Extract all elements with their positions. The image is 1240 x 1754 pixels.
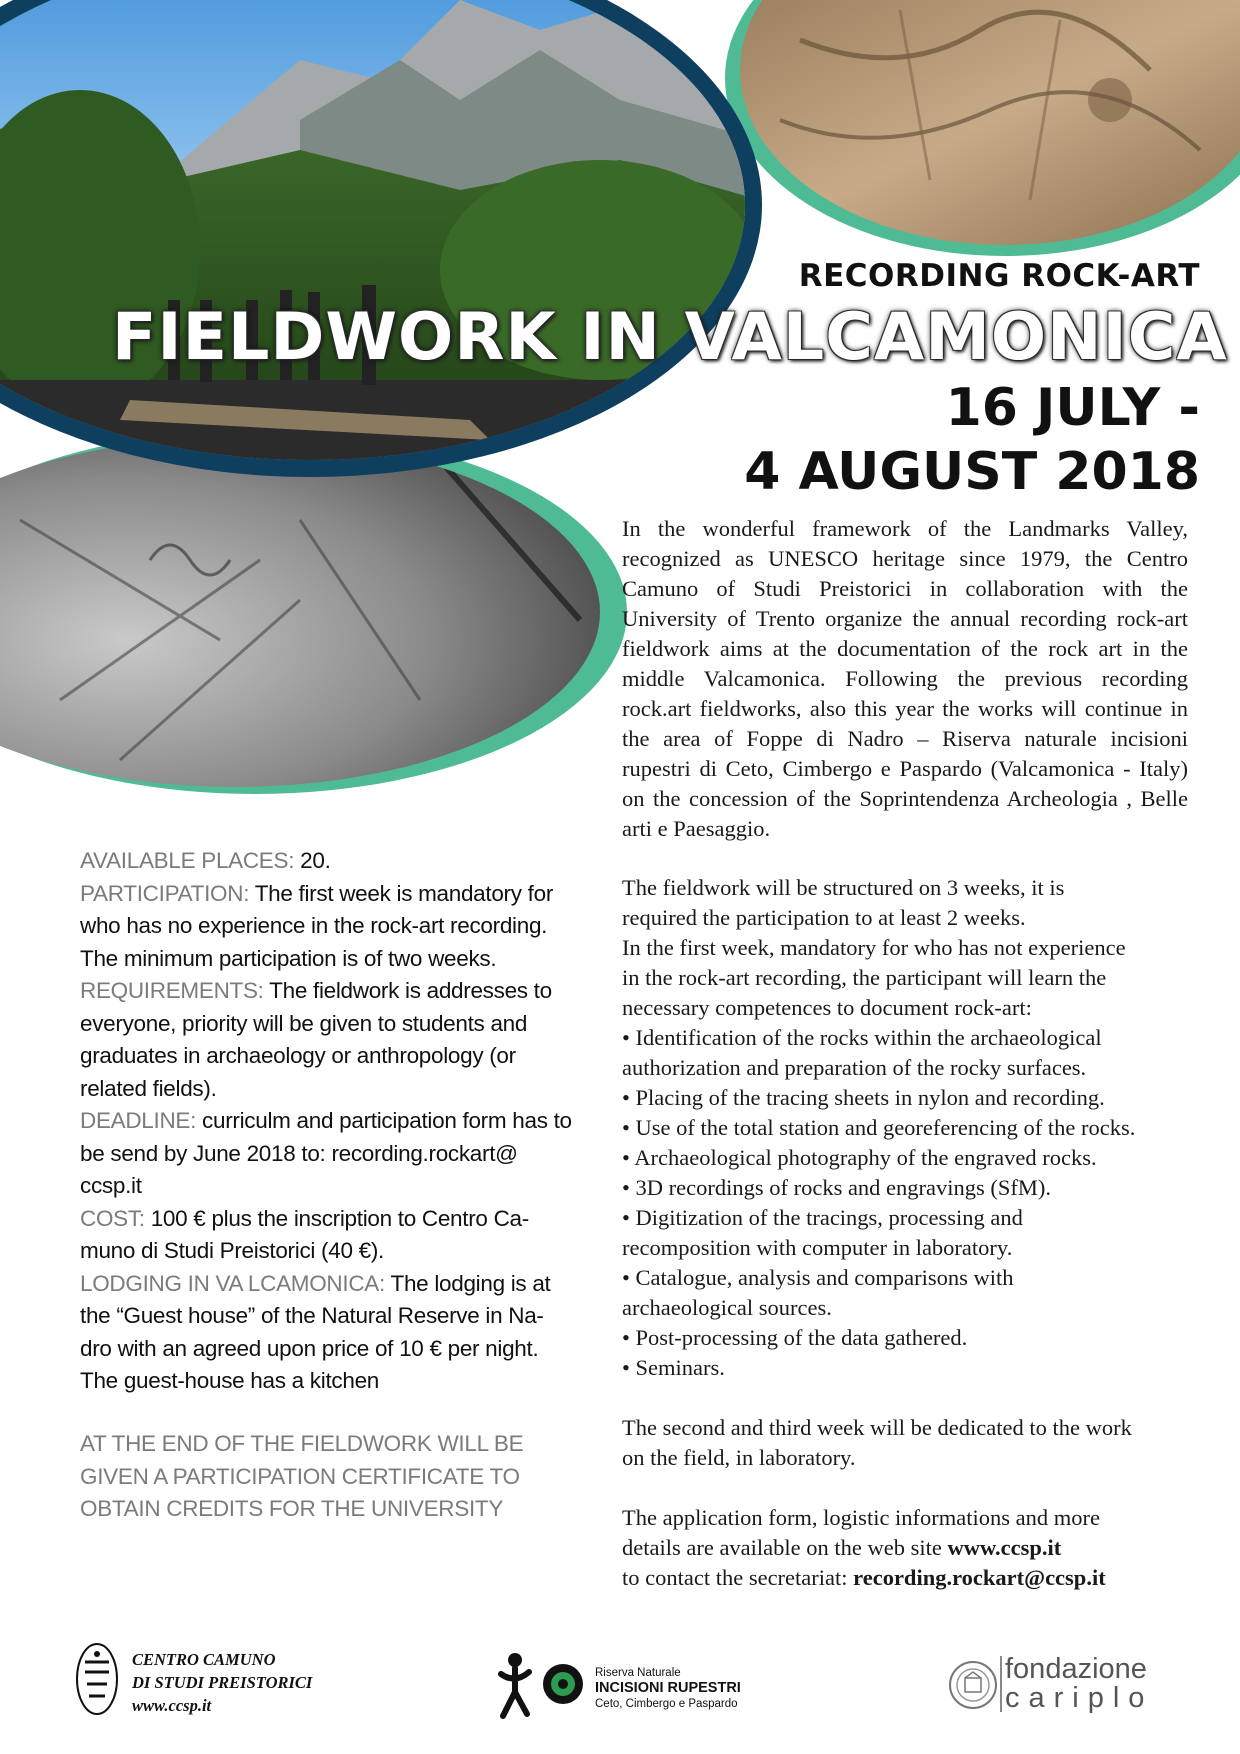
cost xyxy=(80,1203,575,1268)
event-subtitle: RECORDING ROCK-ART xyxy=(798,258,1200,294)
fieldwork-details xyxy=(80,845,575,1398)
bullet-line: recomposition with computer in laboratory. xyxy=(622,1235,1013,1260)
contact-line xyxy=(622,1563,1202,1593)
main-landscape-photo xyxy=(0,0,770,480)
contact-email-link[interactable]: recording.rockart@ccsp.it xyxy=(853,1565,1106,1590)
ccsp-url[interactable]: www.ccsp.it xyxy=(132,1696,212,1715)
date-line-2: 4 AUGUST 2018 xyxy=(744,442,1200,502)
bullet-line: • Digitization of the tracings, processing and xyxy=(622,1205,1023,1230)
detail-label: AVAILABLE PLACES: xyxy=(80,848,295,873)
ccsp-logo-text xyxy=(132,1648,312,1717)
website-link[interactable]: www.ccsp.it xyxy=(947,1535,1062,1560)
riserva-logo-text xyxy=(595,1666,741,1711)
bullet-line: • Catalogue, analysis and comparisons with xyxy=(622,1265,1014,1290)
riserva-line3: Ceto, Cimbergo e Paspardo xyxy=(595,1698,738,1710)
available-places xyxy=(80,845,575,878)
detail-value: 20. xyxy=(294,848,331,873)
cariplo-line2: cariplo xyxy=(1005,1682,1154,1714)
bullet-line: • Placing of the tracing sheets in nylon and recording. xyxy=(622,1085,1105,1110)
event-title: FIELDWORK IN VALCAMONICA xyxy=(112,300,1228,375)
riserva-line2: INCISIONI RUPESTRI xyxy=(595,1680,741,1696)
lodging xyxy=(80,1268,575,1398)
certificate-note: AT THE END OF THE FIELDWORK WILL BE GIVEN A PARTICIPATION CERTIFICATE TO OBTAIN CREDITS FOR THE UNIVERSITY xyxy=(80,1431,524,1521)
detail-value: The first week is mandatory for who has no experience in the rock-art recording. The minimum participation is of two weeks. xyxy=(80,880,554,971)
structure-line: necessary competences to document rock-art: xyxy=(622,995,1032,1020)
detail-value: 100 € plus the inscription to Centro Ca-muno di Studi Preistorici (40 €). xyxy=(80,1205,529,1263)
application-line: The application form, logistic informations and more xyxy=(622,1505,1101,1530)
participation xyxy=(80,878,575,976)
bullet-line: • Seminars. xyxy=(622,1355,725,1380)
second-third-week-line: on the field, in laboratory. xyxy=(622,1445,856,1470)
detail-label: PARTICIPATION: xyxy=(80,880,250,906)
contact-prefix: to contact the secretariat: xyxy=(622,1565,854,1590)
fieldwork-structure xyxy=(622,873,1202,1593)
detail-value: curriculm and participation form has to be send by June 2018 to: recording.rockart@ ccsp.it xyxy=(80,1108,572,1198)
detail-label: REQUIREMENTS: xyxy=(80,978,264,1003)
application-text: details are available on the web site xyxy=(622,1535,948,1560)
event-dates xyxy=(744,376,1200,504)
detail-label: DEADLINE: xyxy=(80,1108,197,1133)
intro-paragraph: In the wonderful framework of the Landmarks Valley, recognized as UNESCO heritage since 1979, the Centro Camuno of Studi Preistorici in collaboration with the University of Trento organize the annual recording rock-art fieldwork aims at the documentation of the rock art in the middle Valcamonica. Following the previous recording rock.art fieldworks, also this year the works will continue in the area of Foppe di Nadro – Riserva naturale incisioni rupestri di Ceto, Cimbergo e Paspardo (Valcamonica - Italy) on the concession of the Soprintendenza Archeologia , Belle arti e Paesaggio. xyxy=(622,516,1188,841)
ccsp-name-line2: DI STUDI PREISTORICI xyxy=(132,1673,313,1692)
detail-label: LODGING IN VA LCAMONICA: xyxy=(80,1270,385,1296)
rock-art-figure-icon xyxy=(493,1650,593,1722)
bullet-line: • Post-processing of the data gathered. xyxy=(622,1325,968,1350)
bullet-line: • Use of the total station and georeferencing of the rocks. xyxy=(622,1115,1136,1140)
riserva-line1: Riserva Naturale xyxy=(595,1667,681,1679)
date-line-1: 16 JULY - xyxy=(945,378,1200,438)
ccsp-logo-icon xyxy=(75,1642,119,1716)
detail-value: The lodging is at the “Guest house” of the Natural Reserve in Na-dro with an agreed upon price of 10 € per night. The guest-house has a kitchen xyxy=(80,1270,551,1393)
application-line xyxy=(622,1533,1202,1563)
requirements xyxy=(80,975,575,1105)
ccsp-name-line1: CENTRO CAMUNO xyxy=(132,1650,276,1669)
detail-label: COST: xyxy=(80,1205,145,1231)
detail-value: The fieldwork is addresses to everyone, priority will be given to students and graduates in archaeology or anthropology (or related fields). xyxy=(80,978,552,1101)
cariplo-divider xyxy=(1000,1656,1002,1712)
second-third-week-line: The second and third week will be dedicated to the work xyxy=(622,1415,1132,1440)
rock-photo-bottom xyxy=(0,420,620,820)
bullet-line: archaeological sources. xyxy=(622,1295,832,1320)
cariplo-line1: fondazione xyxy=(1005,1653,1147,1685)
structure-line: In the first week, mandatory for who has not experience xyxy=(622,935,1126,960)
bullet-line: • 3D recordings of rocks and engravings (SfM). xyxy=(622,1175,1052,1200)
cariplo-logo-text xyxy=(1005,1655,1153,1713)
bullet-line: • Archaeological photography of the engraved rocks. xyxy=(622,1145,1097,1170)
structure-line: required the participation to at least 2 weeks. xyxy=(622,905,1026,930)
structure-line: The fieldwork will be structured on 3 weeks, it is xyxy=(622,875,1065,900)
deadline xyxy=(80,1105,575,1203)
bullet-line: authorization and preparation of the rocky surfaces. xyxy=(622,1055,1087,1080)
bullet-line: • Identification of the rocks within the archaeological xyxy=(622,1025,1102,1050)
cariplo-seal-icon xyxy=(948,1658,998,1712)
structure-line: in the rock-art recording, the participant will learn the xyxy=(622,965,1107,990)
